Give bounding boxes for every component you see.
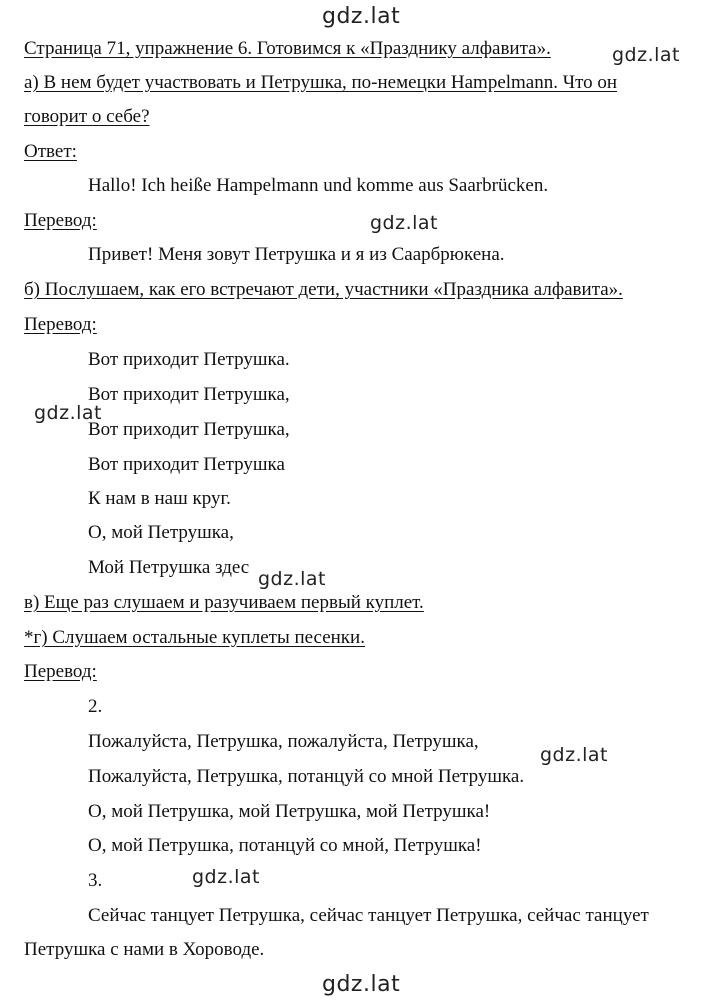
verse-line: Вот приходит Петрушка. [88,349,290,370]
translation-label: Перевод: [24,210,97,231]
verse-line: К нам в наш круг. [88,488,231,509]
translation-label: Перевод: [24,661,97,682]
watermark: gdz.lat [370,212,439,234]
task-a-line-1: а) В нем будет участвовать и Петрушка, по-немецки Hampelmann. Что он [24,72,618,93]
task-v: в) Еще раз слушаем и разучиваем первый куплет. [24,592,424,613]
translation-text: Привет! Меня зовут Петрушка и я из Саарбрюкена. [88,244,505,265]
verse-number: 3. [88,870,103,891]
verse-line: Вот приходит Петрушка, [88,384,290,405]
task-a-line-2: говорит о себе? [24,106,150,127]
verse-line: Пожалуйста, Петрушка, пожалуйста, Петрушка, [88,731,479,752]
answer-text: Hallo! Ich heiße Hampelmann und komme aus Saarbrücken. [88,175,549,196]
verse-line: Вот приходит Петрушка [88,454,285,475]
watermark: gdz.lat [34,402,103,424]
watermark: gdz.lat [258,568,327,590]
verse-line: О, мой Петрушка, [88,522,234,543]
heading: Страница 71, упражнение 6. Готовимся к «Празднику алфавита». [24,38,551,59]
watermark: gdz.lat [322,972,401,997]
task-b: б) Послушаем, как его встречают дети, участники «Праздника алфавита». [24,279,623,300]
watermark: gdz.lat [540,744,609,766]
verse-line: Вот приходит Петрушка, [88,419,290,440]
verse-line: О, мой Петрушка, мой Петрушка, мой Петрушка! [88,801,491,822]
verse-line: О, мой Петрушка, потанцуй со мной, Петрушка! [88,835,482,856]
verse-number: 2. [88,696,103,717]
answer-label: Ответ: [24,141,77,162]
verse-line: Мой Петрушка здес [88,557,250,578]
watermark: gdz.lat [322,4,401,29]
watermark: gdz.lat [192,866,261,888]
verse-line: Сейчас танцует Петрушка, сейчас танцует Петрушка, сейчас танцует [88,905,649,926]
translation-label: Перевод: [24,314,97,335]
verse-line: Пожалуйста, Петрушка, потанцуй со мной Петрушка. [88,766,525,787]
watermark: gdz.lat [612,44,681,66]
task-g: *г) Слушаем остальные куплеты песенки. [24,627,365,648]
verse-line: Петрушка с нами в Хороводе. [24,939,265,960]
